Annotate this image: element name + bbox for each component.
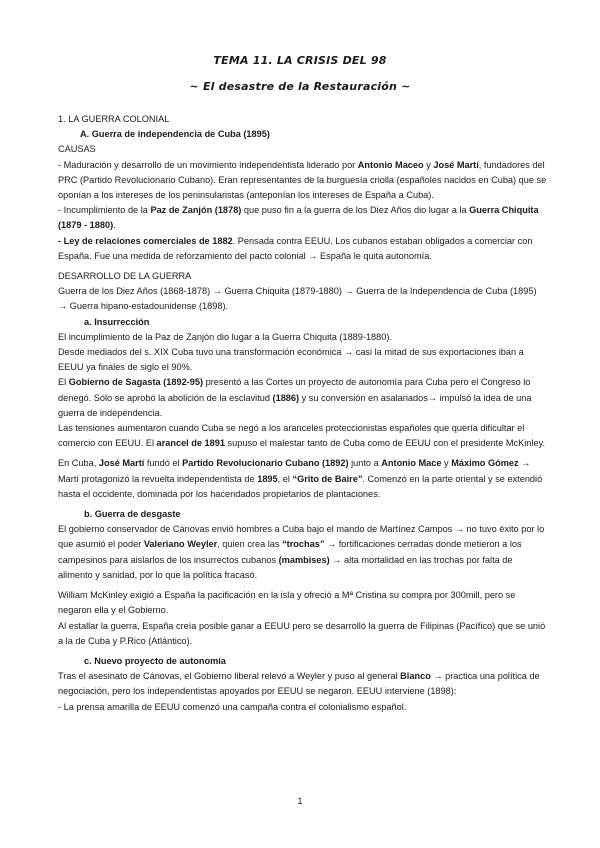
document-title: TEMA 11. LA CRISIS DEL 98	[213, 54, 387, 67]
causa-paragraph-1: - Maduración y desarrollo de un movimiento independentista liderado por Antonio Maceo y José Martí, fundadores del PRC (Partido Revolucionario Cubano). Eran representantes de la burguesía criolla (españoles nacidos en Cuba) que se oponían a los intereses de los peninsularistas (anteponían los intereses de España a Cuba).	[58, 159, 547, 201]
document-subtitle: ~ El desastre de la Restauración ~	[189, 80, 411, 93]
desarrollo-paragraph: Guerra de los Diez Años (1868-1878) → Guerra Chiquita (1879-1880) → Guerra de la Independencia de Cuba (1895) → Guerra hipano-estadounidense (1898).	[58, 286, 537, 312]
autonomia-paragraph-2: - La prensa amarilla de EEUU comenzó una campaña contra el colonialismo español.	[58, 701, 407, 712]
insurreccion-paragraph-3: El Gobierno de Sagasta (1892-95) presentó a las Cortes un proyecto de autonomía para Cuba pero el Congreso lo denegó. Sólo se aprobó la abolición de la esclavitud (1886) y su conversión en asalariados→ impulsó la idea de una guerra de independencia.	[58, 377, 532, 418]
document-body	[58, 112, 548, 715]
section-heading-1: 1. LA GUERRA COLONIAL	[58, 114, 170, 124]
insurreccion-paragraph-1: El incumplimiento de la Paz de Zanjón dio lugar a la Guerra Chiquita (1889-1880).	[58, 331, 393, 342]
insurreccion-paragraph-5: En Cuba, José Martí fundó el Partido Revolucionario Cubano (1892) junto a Antonio Mace y Máximo Gómez → Martí protagonizó la revuelta independentista de 1895, el “Grito de Baire”. Comenzó en la parte oriental y se extendió hasta el occidente, dominada por los hacendados propietarios de plantaciones.	[58, 458, 543, 499]
subsection-heading-a: A. Guerra de independencia de Cuba (1895)	[80, 129, 270, 140]
causa-paragraph-3: - Ley de relaciones comerciales de 1882. Pensada contra EEUU. Los cubanos estaban obligados a comerciar con España. Fue una medida de reforzamiento del pacto colonial → España le quita autonomía.	[58, 235, 533, 261]
desarrollo-heading: DESARROLLO DE LA GUERRA	[58, 271, 192, 282]
insurreccion-paragraph-2: Desde mediados del s. XIX Cuba tuvo una transformación económica → casi la mitad de sus exportaciones iban a EEUU ya finales de siglo el 90%.	[58, 347, 524, 373]
insurreccion-heading: a. Insurrección	[84, 316, 150, 327]
desgaste-paragraph-2: William McKinley exigió a España la pacificación en la isla y ofreció a Mª Cristina su compra por 300mill, pero se negaron ella y el Gobierno.	[58, 590, 516, 616]
desgaste-heading: b. Guerra de desgaste	[84, 509, 181, 520]
page-number: 1	[297, 796, 303, 806]
insurreccion-paragraph-4: Las tensiones aumentaron cuando Cuba se negó a los aranceles proteccionistas españoles que quería dificultar el comercio con EEUU. El arancel de 1891 supuso el malestar tanto de Cuba como de EEUU con el presidente McKinley.	[58, 423, 546, 449]
desgaste-paragraph-3: Al estallar la guerra, España creía posible ganar a EEUU pero se desarrolló la guerra de Filipinas (Pacífico) que se unió a la de Cuba y P.Rico (Atlántico).	[58, 620, 546, 646]
causa-paragraph-2: - Incumplimiento de la Paz de Zanjón (1878) que puso fin a la guerra de los Diez Años dio lugar a la Guerra Chiquita (1879 - 1880).	[58, 205, 539, 231]
desgaste-paragraph-1: El gobierno conservador de Cánovas envió hombres a Cuba bajo el mando de Martínez Campos → no tuvo éxito por lo que asumió el poder Valeriano Weyler, quien crea las “trochas” → fortificaciones cerradas donde metieron a los campesinos para aislarlos de los insurrectos cubanos (mambises) → alta mortalidad en las trochas por falta de alimento y sanidad, por lo que la política fracasó.	[58, 524, 545, 580]
autonomia-heading: c. Nuevo proyecto de autonomía	[84, 655, 226, 666]
causas-heading: CAUSAS	[58, 144, 96, 155]
autonomia-paragraph-1: Tras el asesinato de Cánovas, el Gobierno liberal relevó a Weyler y puso al general Blanco → practica una política de negociación, pero los independentistas apoyados por EEUU se negaron. EEUU interviene (1898):	[58, 671, 540, 697]
